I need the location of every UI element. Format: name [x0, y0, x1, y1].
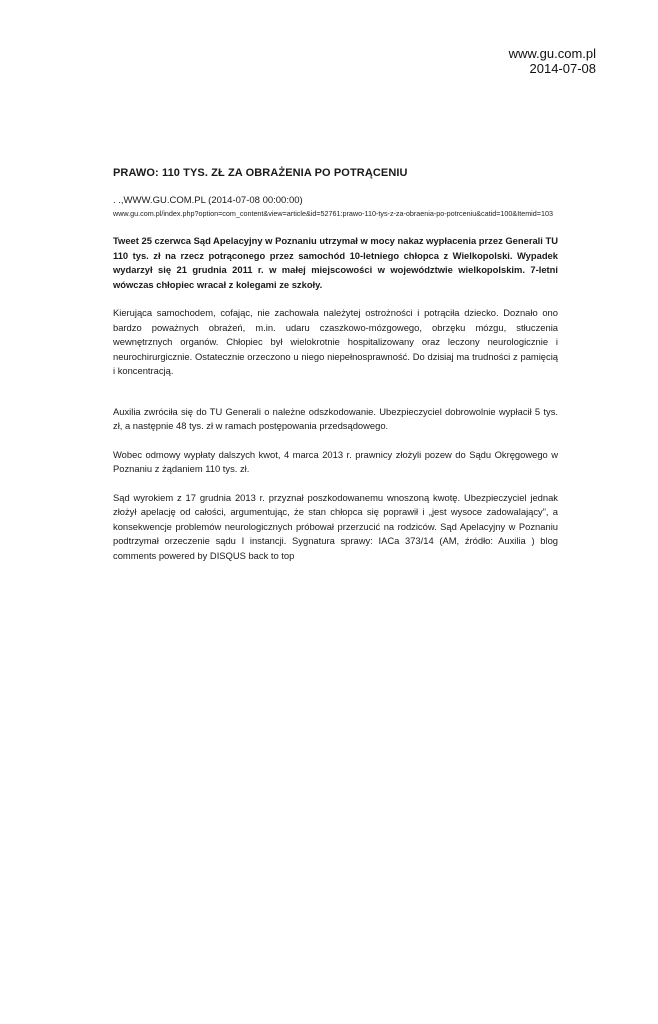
- article-paragraph: Kierująca samochodem, cofając, nie zachowała należytej ostrożności i potrąciła dziecko. Doznało ono bardzo poważnych obrażeń, m.in. udaru czaszkowo-mózgowego, obrzęku mózgu, stłuczenia wewnętrznych organów. Chłopiec był wielokrotnie hospitalizowany oraz leczony neurologicznie i neurochirurgicznie. Ostatecznie orzeczono u niego niepełnosprawność. Do dzisiaj ma trudności z pamięcią i koncentracją.: [113, 307, 558, 376]
- article-paragraph: Auxilia zwróciła się do TU Generali o należne odszkodowanie. Ubezpieczyciel dobrowolnie wypłacił 5 tys. zł, a następnie 48 tys. zł w ramach postępowania przedsądowego.: [113, 405, 558, 431]
- article-url: www.gu.com.pl/index.php?option=com_content&view=article&id=52761:prawo-110-tys-z-za-obraenia-po-potrceniu&catid=100&Itemid=103: [113, 209, 553, 218]
- article-body: [113, 166, 558, 577]
- page-header: [509, 46, 596, 76]
- header-site: www.gu.com.pl: [508, 46, 596, 61]
- article-paragraph: Wobec odmowy wypłaty dalszych kwot, 4 marca 2013 r. prawnicy złożyli pozew do Sądu Okręgowego w Poznaniu z żądaniem 110 tys. zł.: [113, 448, 558, 474]
- article-paragraph: Sąd wyrokiem z 17 grudnia 2013 r. przyznał poszkodowanemu wnoszoną kwotę. Ubezpieczyciel jednak złożył apelację od całości, argumentując, że stan chłopca się poprawił i „jest wysoce zadowalający”, a konsekwencje problemów neurologicznych próbował przerzucić na rodziców. Sąd Apelacyjny w Poznaniu podtrzymał orzeczenie sądu I instancji. Sygnatura sprawy: IACa 373/14 (AM, źródło: Auxilia ) blog comments powered by DISQUS back to top: [113, 491, 558, 561]
- article-title: PRAWO: 110 TYS. ZŁ ZA OBRAŻENIA PO POTRĄCENIU: [113, 167, 408, 179]
- header-date: 2014-07-08: [529, 61, 596, 76]
- article-lead: Tweet 25 czerwca Sąd Apelacyjny w Poznaniu utrzymał w mocy nakaz wypłacenia przez Generali TU 110 tys. zł na rzecz potrąconego przez samochód 10-letniego chłopca z Wielkopolski. Wypadek wydarzył się 21 grudnia 2011 r. w małej miejscowości w województwie wielkopolskim. 7-letni wówczas chłopiec wracał z kolegami ze szkoły.: [113, 235, 558, 290]
- article-source: . .,WWW.GU.COM.PL (2014-07-08 00:00:00): [113, 195, 303, 206]
